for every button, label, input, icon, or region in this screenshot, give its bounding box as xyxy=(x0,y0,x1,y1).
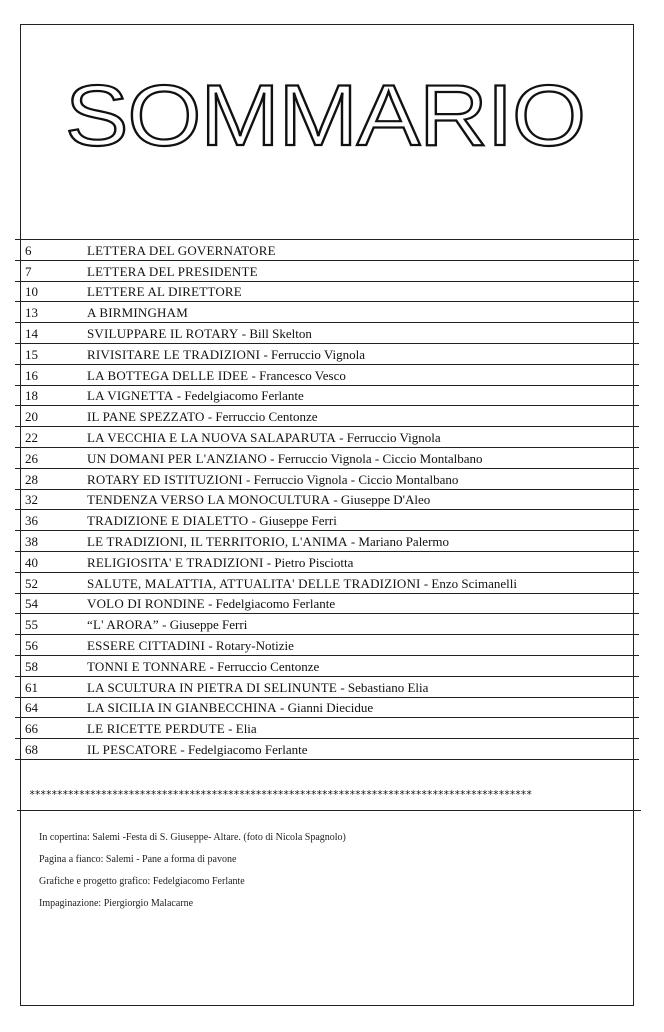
toc-row xyxy=(15,240,639,261)
toc-page-number: 14 xyxy=(25,325,38,341)
title-svg xyxy=(21,25,632,239)
toc-entry-title: RIVISITARE LE TRADIZIONI xyxy=(87,346,261,362)
toc-entry-author: - Ferruccio Centonze xyxy=(204,409,318,425)
toc-entry-author: - Ferruccio Vignola xyxy=(335,429,441,445)
toc-page-number: 66 xyxy=(25,721,38,737)
toc-row xyxy=(15,365,639,386)
toc-entry-title: RELIGIOSITA' E TRADIZIONI xyxy=(87,554,264,570)
toc-page-number: 13 xyxy=(25,305,38,321)
toc-entry-title: LA BOTTEGA DELLE IDEE xyxy=(87,367,249,383)
toc-entry-author: - Enzo Scimanelli xyxy=(420,575,517,591)
toc-entry-author: - Pietro Pisciotta xyxy=(263,554,354,570)
toc-entry-title: LA SCULTURA IN PIETRA DI SELINUNTE xyxy=(87,679,338,695)
toc-page-number: 16 xyxy=(25,367,38,383)
toc-page-number: 40 xyxy=(25,554,38,570)
toc-row xyxy=(15,323,639,344)
toc-entry-author: - Ferruccio Vignola - Ciccio Montalbano xyxy=(266,450,483,466)
toc-entry-title: IL PANE SPEZZATO xyxy=(87,409,205,425)
toc-page-number: 22 xyxy=(25,429,38,445)
toc-row xyxy=(15,614,639,635)
toc-entry-title: ROTARY ED ISTITUZIONI xyxy=(87,471,243,487)
toc-entry-title: TONNI E TONNARE xyxy=(87,658,207,674)
toc-page-number: 61 xyxy=(25,679,38,695)
table-of-contents xyxy=(15,239,639,760)
toc-row xyxy=(15,594,639,615)
credit-line: Grafiche e progetto grafico: Fedelgiacomo Ferlante xyxy=(39,876,245,887)
toc-row xyxy=(15,490,639,511)
toc-entry-author: - Rotary-Notizie xyxy=(205,637,294,653)
toc-entry-title: LE RICETTE PERDUTE xyxy=(87,721,225,737)
toc-entry-author: - Fedelgiacomo Ferlante xyxy=(204,596,336,612)
toc-row xyxy=(15,469,639,490)
toc-page-number: 20 xyxy=(25,409,38,425)
toc-page-number: 52 xyxy=(25,575,38,591)
toc-entry-title: LETTERA DEL GOVERNATORE xyxy=(87,242,276,258)
toc-entry-author: - Elia xyxy=(224,721,257,737)
credit-line: In copertina: Salemi -Festa di S. Giuseppe- Altare. (foto di Nicola Spagnolo) xyxy=(39,832,346,843)
toc-row xyxy=(15,698,639,719)
toc-entry-author: - Giuseppe D'Aleo xyxy=(330,492,431,508)
toc-entry-title: LETTERA DEL PRESIDENTE xyxy=(87,263,258,279)
toc-entry-author: - Mariano Palermo xyxy=(347,533,450,549)
toc-entry-title: SALUTE, MALATTIA, ATTUALITA' DELLE TRADIZIONI xyxy=(87,575,421,591)
toc-page-number: 28 xyxy=(25,471,38,487)
toc-entry-title: LA VIGNETTA xyxy=(87,388,174,404)
toc-row xyxy=(15,406,639,427)
toc-row xyxy=(15,448,639,469)
toc-page-number: 56 xyxy=(25,637,38,653)
toc-row xyxy=(15,344,639,365)
toc-entry-author: - Ferruccio Vignola xyxy=(260,346,365,362)
toc-page-number: 68 xyxy=(25,741,38,757)
toc-row xyxy=(15,427,639,448)
toc-page-number: 55 xyxy=(25,617,38,633)
toc-entry-title: SVILUPPARE IL ROTARY xyxy=(87,325,239,341)
toc-row xyxy=(15,656,639,677)
toc-entry-author: - Fedelgiacomo Ferlante xyxy=(173,388,304,404)
toc-row xyxy=(15,510,639,531)
toc-entry-title: TRADIZIONE E DIALETTO xyxy=(87,513,249,529)
toc-row xyxy=(15,573,639,594)
toc-page-number: 64 xyxy=(25,700,38,716)
toc-page-number: 18 xyxy=(25,388,38,404)
toc-page-number: 36 xyxy=(25,513,38,529)
toc-entry-title: LA VECCHIA E LA NUOVA SALAPARUTA xyxy=(87,429,336,445)
toc-entry-title: TENDENZA VERSO LA MONOCULTURA xyxy=(87,492,331,508)
toc-entry-title: LE TRADIZIONI, IL TERRITORIO, L'ANIMA xyxy=(87,533,348,549)
toc-entry-title: VOLO DI RONDINE xyxy=(87,596,205,612)
toc-row xyxy=(15,261,639,282)
star-separator: ******************************************************************************************* xyxy=(17,785,641,811)
toc-page-number: 10 xyxy=(25,284,38,300)
toc-entry-title: LA SICILIA IN GIANBECCHINA xyxy=(87,700,277,716)
credit-line: Pagina a fianco: Salemi - Pane a forma di pavone xyxy=(39,854,237,865)
toc-row xyxy=(15,386,639,407)
toc-row xyxy=(15,531,639,552)
toc-entry-title: IL PESCATORE xyxy=(87,741,178,757)
toc-entry-author: - Bill Skelton xyxy=(238,325,312,341)
toc-row xyxy=(15,718,639,739)
toc-page-number: 32 xyxy=(25,492,38,508)
toc-row xyxy=(15,302,639,323)
toc-row xyxy=(15,635,639,656)
toc-entry-author: - Giuseppe Ferri xyxy=(158,617,248,633)
toc-entry-author: - Gianni Diecidue xyxy=(276,700,374,716)
credits-block xyxy=(39,827,346,915)
toc-entry-author: - Ferruccio Centonze xyxy=(206,658,320,674)
toc-row xyxy=(15,739,639,760)
page-frame xyxy=(20,24,634,1006)
toc-row xyxy=(15,677,639,698)
toc-entry-author: - Fedelgiacomo Ferlante xyxy=(177,741,308,757)
toc-row xyxy=(15,282,639,303)
toc-entry-author: - Giuseppe Ferri xyxy=(248,513,337,529)
page-title: SOMMARIO xyxy=(65,68,585,164)
toc-entry-title: “L' ARORA” xyxy=(87,617,159,633)
toc-entry-author: - Sebastiano Elia xyxy=(337,679,429,695)
toc-page-number: 58 xyxy=(25,658,38,674)
toc-row xyxy=(15,552,639,573)
title-area xyxy=(21,25,633,239)
toc-page-number: 54 xyxy=(25,596,38,612)
toc-page-number: 15 xyxy=(25,346,38,362)
toc-page-number: 26 xyxy=(25,450,38,466)
toc-page-number: 6 xyxy=(25,242,32,258)
toc-page-number: 7 xyxy=(25,263,32,279)
toc-page-number: 38 xyxy=(25,533,38,549)
toc-entry-author: - Francesco Vesco xyxy=(248,367,346,383)
toc-entry-title: UN DOMANI PER L'ANZIANO xyxy=(87,450,267,466)
toc-entry-author: - Ferruccio Vignola - Ciccio Montalbano xyxy=(242,471,459,487)
toc-entry-title: ESSERE CITTADINI xyxy=(87,637,206,653)
toc-entry-title: LETTERE AL DIRETTORE xyxy=(87,284,242,300)
toc-entry-title: A BIRMINGHAM xyxy=(87,305,188,321)
credit-line: Impaginazione: Piergiorgio Malacarne xyxy=(39,898,194,909)
